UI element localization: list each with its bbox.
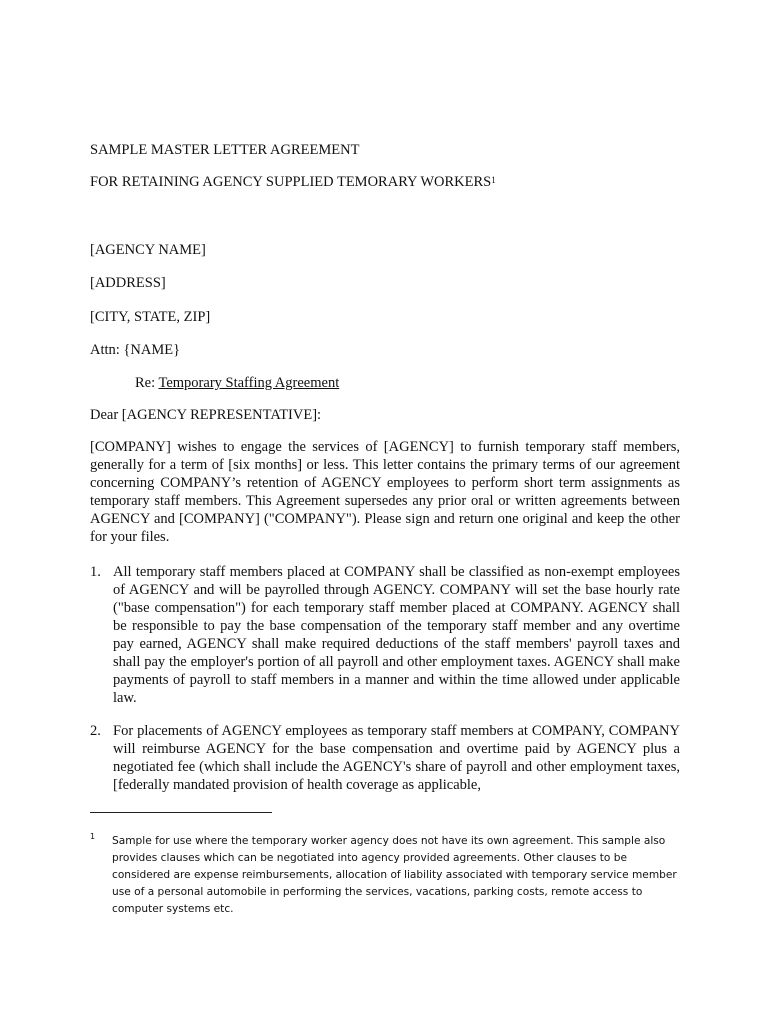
title-line-1: SAMPLE MASTER LETTER AGREEMENT [90, 142, 360, 158]
re-label: Re: [135, 375, 159, 391]
list-item-text: All temporary staff members placed at COMPANY shall be classified as non-exempt employees of AGENCY and will be payrolled through AGENCY. COMPANY will set the base hourly rate ("base compensation") for each temporary staff member placed at COMPANY. AGENCY shall be responsible to pay the base compensation of the temporary staff member and any overtime pay earned, AGENCY shall make required deductions of the staff members' payroll taxes and shall pay the employer's portion of all payroll and other employment taxes. AGENCY shall make payments of payroll to staff members in a manner and within the time allowed under applicable law. [113, 564, 680, 706]
re-subject: Temporary Staffing Agreement [158, 375, 340, 391]
footnote-divider [90, 812, 272, 813]
agency-name: [AGENCY NAME] [90, 242, 206, 258]
intro-paragraph: [COMPANY] wishes to engage the services of [AGENCY] to furnish temporary staff members, generally for a term of [six months] or less. This letter contains the primary terms of our agreement concerning COMPANY’s retention of AGENCY employees to perform short term assignments as temporary staff members. This Agreement supersedes any prior oral or written agreements between AGENCY and [COMPANY] ("COMPANY"). Please sign and return one original and keep the other for your files. [90, 439, 680, 545]
document-subtitle [90, 173, 496, 191]
footnote-text: Sample for use where the temporary worker agency does not have its own agreement. This sample also provides clauses which can be negotiated into agency provided agreements. Other clauses to be considered are expense reimbursements, allocation of liability associated with temporary service member use of a personal automobile in performing the services, vacations, parking costs, remote access to computer systems etc. [112, 835, 677, 915]
list-item-number: 2. [90, 723, 101, 739]
footnote-reference[interactable]: 1 [491, 175, 496, 185]
salutation: Dear [AGENCY REPRESENTATIVE]: [90, 407, 322, 423]
title-line-2: FOR RETAINING AGENCY SUPPLIED TEMORARY WORKERS [90, 174, 492, 190]
list-item [90, 722, 680, 794]
document-title [90, 141, 359, 159]
agency-city-state-zip: [CITY, STATE, ZIP] [90, 309, 211, 325]
list-item [90, 563, 680, 707]
numbered-list [90, 563, 680, 707]
footnote-mark: 1 [90, 832, 96, 841]
re-line [135, 374, 339, 392]
list-item-text: For placements of AGENCY employees as temporary staff members at COMPANY, COMPANY will reimburse AGENCY for the base compensation and overtime paid by AGENCY plus a negotiated fee (which shall include the AGENCY's share of payroll and other employment taxes, [federally mandated provision of health coverage as applicable, [113, 723, 680, 793]
list-item-number: 1. [90, 564, 101, 580]
numbered-list [90, 722, 680, 794]
agency-address: [ADDRESS] [90, 275, 166, 291]
footnote [90, 833, 680, 918]
attention-line: Attn: {NAME} [90, 342, 181, 358]
